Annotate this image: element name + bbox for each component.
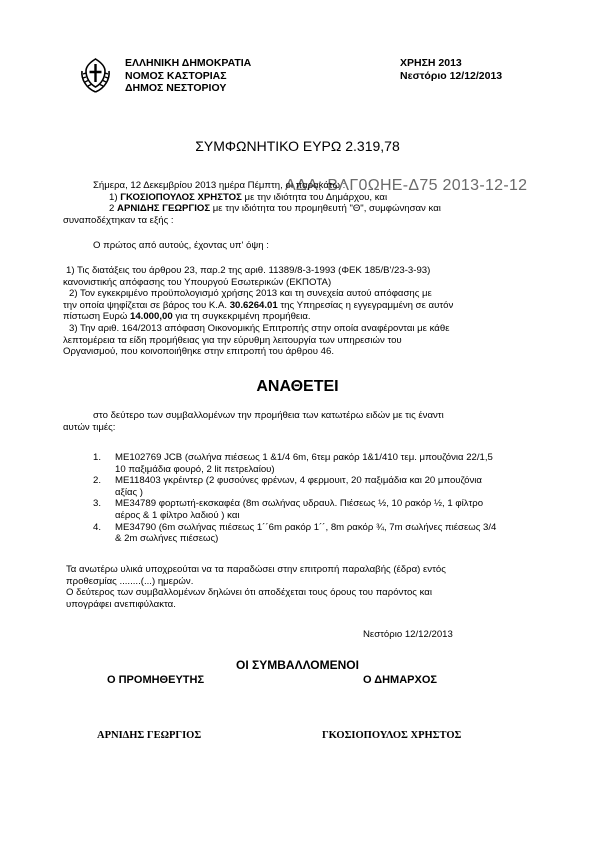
- consideration-2-line-3: [63, 311, 533, 323]
- list-item: [93, 522, 543, 545]
- supplier-label: Ο ΠΡΟΜΗΘΕΥΤΗΣ: [107, 674, 205, 686]
- award-text-line-2: αυτών τιμές:: [63, 422, 116, 433]
- item-description-cont: αξίας ): [115, 486, 144, 498]
- header-place-date: Νεστόριο 12/12/2013: [400, 69, 503, 82]
- delivery-line-2: προθεσμίας ........(...) ημερών.: [66, 575, 194, 587]
- credit-amount: 14.000,00: [130, 311, 173, 323]
- budget-code: 30.6264.01: [229, 299, 278, 311]
- delivery-line-4: υπογράφει ανεπιφύλακτα.: [66, 598, 176, 610]
- ada-stamp: ΑΔΑ: ΒΛΓ0ΩΗΕ-Δ75 2013-12-12: [285, 177, 528, 194]
- consideration-3-line-2: λεπτομέρεια τα είδη προμήθειας για την εύρυθμη λειτουργία των υπηρεσιών του: [63, 334, 402, 346]
- item-number: 3.: [93, 498, 102, 510]
- consideration-3-line-3: Οργανισμού, που κοινοποιήθηκε στην επιτροπή του άρθρου 46.: [63, 346, 335, 358]
- parties-heading: ΟΙ ΣΥΜΒΑΛΛΟΜΕΝΟΙ: [236, 658, 359, 672]
- municipality-line: ΔΗΜΟΣ ΝΕΣΤΟΡΙΟΥ: [125, 82, 227, 94]
- item-description-cont: αέρος & 1 φίλτρο λαδιού ) και: [115, 509, 240, 521]
- intro-line: Σήμερα, 12 Δεκεμβρίου 2013 ημέρα Πέμπτη, οι παρακάτω :: [93, 180, 346, 191]
- consideration-2-line-2: [63, 300, 533, 312]
- mayor-label: Ο ΔΗΜΑΡΧΟΣ: [363, 674, 437, 686]
- considerations-block: [63, 265, 533, 358]
- first-party-considering: Ο πρώτος από αυτούς, έχοντας υπ' όψη :: [93, 240, 269, 251]
- issuer-block: [125, 57, 251, 95]
- delivery-line-3: Ο δεύτερος των συμβαλλομένων δηλώνει ότι αποδέχεται τους όρους του παρόντος και: [66, 587, 432, 599]
- party-one-role: με την ιδιότητα του Δημάρχου, και: [244, 191, 388, 203]
- supplier-name: ΑΡΝΙΔΗΣ ΓΕΩΡΓΙΟΣ: [97, 730, 202, 741]
- item-number: 1.: [93, 452, 102, 463]
- consideration-3-line-1: 3) Την αριθ. 164/2013 απόφαση Οικονομικής Επιτροπής στην οποία αναφέρονται με κάθε: [69, 322, 450, 334]
- award-heading: ΑΝΑΘΕΤΕΙ: [256, 378, 339, 395]
- party-two-role: με την ιδιότητα του προμηθευτή "Θ", συμφώνησαν και: [212, 203, 441, 215]
- list-item: [93, 498, 543, 521]
- item-number: 2.: [93, 475, 102, 487]
- item-description: ΜΕ102769 JCB (σωλήνα πιέσεως 1 &1/4 6m, 6τεμ ρακόρ 1&1/410 τεμ. μπουζόνια 22/1,5: [115, 452, 493, 463]
- credit-suffix: για τη συγκεκριμένη προμήθεια.: [172, 311, 311, 323]
- list-item: [93, 475, 543, 498]
- fiscal-block: [400, 57, 502, 82]
- consideration-1-line-1: 1) Τις διατάξεις του άρθρου 23, παρ.2 της αριθ. 11389/8-3-1993 (ΦΕΚ 185/Β'/23-3-93): [66, 265, 431, 276]
- party-two-line: [93, 203, 493, 215]
- item-description-cont: & 2m σωλήνες πιέσεως): [115, 533, 219, 545]
- mayor-name: ΓΚΟΣΙΟΠΟΥΛΟΣ ΧΡΗΣΤΟΣ: [322, 730, 462, 741]
- item-number: 4.: [93, 521, 102, 533]
- prefecture-line: ΝΟΜΟΣ ΚΑΣΤΟΡΙΑΣ: [125, 69, 227, 82]
- list-item: [93, 452, 543, 475]
- greek-coat-of-arms-emblem: [77, 57, 114, 94]
- republic-line: ΕΛΛΗΝΙΚΗ ΔΗΜΟΚΡΑΤΙΑ: [125, 57, 252, 69]
- intro-block: [93, 180, 493, 215]
- item-description: ΜΕ118403 γκρέιντερ (2 φυσούνες φρένων, 4 φερμουιτ, 20 παξιμάδια και 20 μπουζόνια: [115, 475, 482, 487]
- budget-code-suffix: της Υπηρεσίας η εγγεγραμμένη σε αυτόν: [277, 299, 454, 311]
- party-one-line: [93, 192, 493, 204]
- fiscal-year: ΧΡΗΣΗ 2013: [400, 57, 462, 69]
- budget-code-prefix: την οποία ψηφίζεται σε βάρος του Κ.Α.: [63, 299, 230, 311]
- consideration-2-line-1: 2) Τον εγκεκριμένο προϋπολογισμό χρήσης 2013 και τη συνεχεία αυτού απόφασης με: [69, 288, 432, 300]
- consideration-1-line-2: κανονιστικής απόφασης του Υπουργού Εσωτερικών (ΕΚΠΟΤΑ): [63, 276, 332, 288]
- award-text-line-1: στο δεύτερο των συμβαλλομένων την προμήθεια των κατωτέρω ειδών με τις έναντι: [93, 410, 444, 421]
- delivery-block: [66, 564, 536, 610]
- item-description-cont: 10 παξιμάδια φουρό, 2 lit πετρελαίου): [115, 463, 275, 475]
- party-one-name: ΓΚΟΣΙΟΠΟΥΛΟΣ ΧΡΗΣΤΟΣ: [120, 191, 242, 203]
- credit-prefix: πίστωση Ευρώ: [63, 311, 130, 323]
- party-one-number: 1): [109, 191, 118, 203]
- signature-place-date: Νεστόριο 12/12/2013: [363, 629, 453, 640]
- item-description: ΜΕ34790 (6m σωλήνας πιέσεως 1´´6m ρακόρ 1´´, 8m ρακόρ ¾, 7m σωλήνες πιέσεως 3/4: [115, 521, 497, 533]
- party-two-continuation: συναποδέχτηκαν τα εξής :: [63, 215, 174, 226]
- document-title: ΣΥΜΦΩΝΗΤΙΚΟ ΕΥΡΩ 2.319,78: [195, 138, 400, 154]
- party-two-number: 2: [109, 203, 115, 215]
- items-list: [93, 452, 543, 545]
- party-two-name: ΑΡΝΙΔΗΣ ΓΕΩΡΓΙΟΣ: [117, 203, 211, 215]
- delivery-line-1: Τα ανωτέρω υλικά υποχρεούται να τα παραδώσει στην επιτροπή παραλαβής (έδρα) εντός: [66, 564, 446, 575]
- item-description: ΜΕ34789 φορτωτή-εκσκαφέα (8m σωλήνας υδραυλ. Πιέσεως ½, 10 ρακόρ ½, 1 φίλτρο: [115, 498, 484, 510]
